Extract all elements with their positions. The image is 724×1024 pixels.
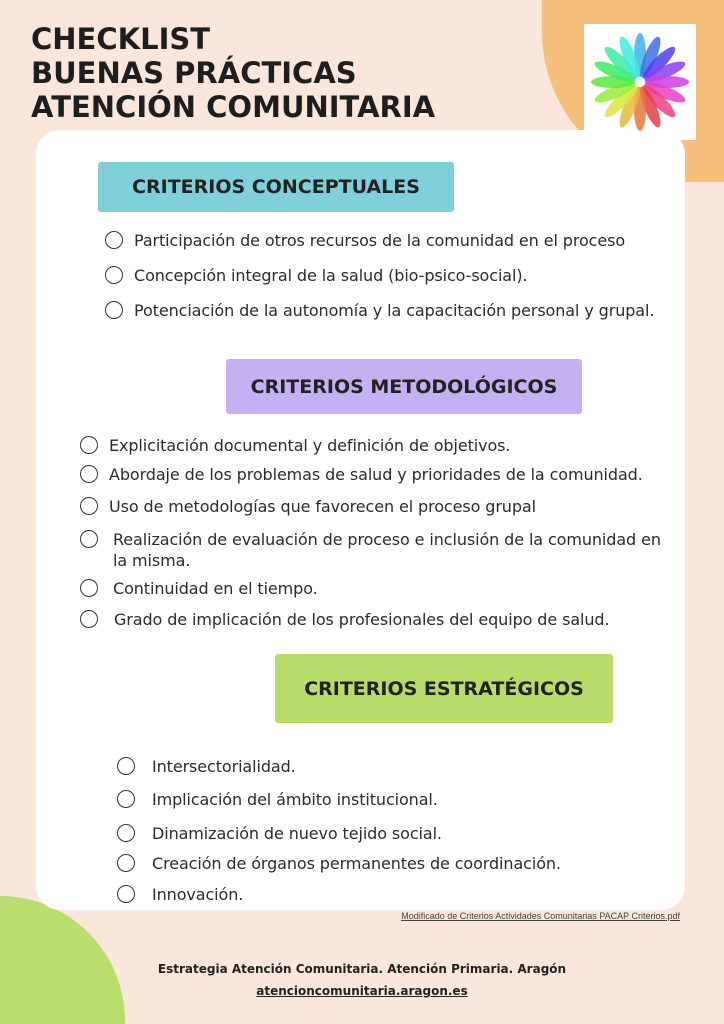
checklist-item-label: Implicación del ámbito institucional. xyxy=(152,790,438,809)
title-line: ATENCIÓN COMUNITARIA xyxy=(31,90,436,124)
checklist-item-label: Dinamización de nuevo tejido social. xyxy=(152,824,442,843)
title-line: CHECKLIST xyxy=(31,22,211,56)
checklist-item[interactable] xyxy=(117,823,442,844)
footer-website-link[interactable]: atencioncomunitaria.aragon.es xyxy=(256,984,468,998)
source-link[interactable]: Modificado de Criterios Actividades Comunitarias PACAP Criterios.pdf xyxy=(401,911,680,921)
checkbox-circle[interactable] xyxy=(105,266,123,284)
checklist-item[interactable] xyxy=(80,529,673,571)
checklist-item[interactable] xyxy=(117,853,561,874)
checkbox-circle[interactable] xyxy=(117,854,135,872)
decorative-green-corner xyxy=(0,896,125,1024)
checklist-item-label: Intersectorialidad. xyxy=(152,757,296,776)
checklist-item-label: Uso de metodologías que favorecen el proceso grupal xyxy=(109,497,536,516)
checkbox-circle[interactable] xyxy=(80,497,98,515)
checklist-card xyxy=(36,130,685,910)
checklist-item[interactable] xyxy=(80,435,510,456)
checklist-item[interactable] xyxy=(105,230,625,251)
checklist-item[interactable] xyxy=(80,464,643,485)
checklist-item-label: Concepción integral de la salud (bio-psico-social). xyxy=(134,266,528,285)
checklist-item-label: Participación de otros recursos de la comunidad en el proceso xyxy=(134,231,626,250)
footer-credit: Estrategia Atención Comunitaria. Atención Primaria. Aragón xyxy=(157,962,567,976)
checklist-item-label: Realización de evaluación de proceso e inclusión de la comunidad en la misma. xyxy=(113,530,661,570)
checkbox-circle[interactable] xyxy=(105,301,123,319)
checklist-item-label: Creación de órganos permanentes de coordinación. xyxy=(152,854,561,873)
checkbox-circle[interactable] xyxy=(105,231,123,249)
checkbox-circle[interactable] xyxy=(117,790,135,808)
page-title xyxy=(31,22,435,124)
checklist-item[interactable] xyxy=(105,265,527,286)
checkbox-circle[interactable] xyxy=(80,530,98,548)
checkbox-circle[interactable] xyxy=(117,757,135,775)
checklist-item-label: Explicitación documental y definición de objetivos. xyxy=(109,436,511,455)
logo xyxy=(584,24,696,140)
title-line: BUENAS PRÁCTICAS xyxy=(31,56,357,90)
checklist-item-label: Abordaje de los problemas de salud y prioridades de la comunidad. xyxy=(109,465,643,484)
checklist-item-label: Continuidad en el tiempo. xyxy=(113,579,318,598)
checklist-item[interactable] xyxy=(117,756,296,777)
checklist-item[interactable] xyxy=(105,300,654,321)
checklist-item-label: Potenciación de la autonomía y la capacitación personal y grupal. xyxy=(134,301,655,320)
checkbox-circle[interactable] xyxy=(117,885,135,903)
checklist-item[interactable] xyxy=(80,609,609,630)
checklist-item[interactable] xyxy=(117,884,243,905)
section-heading-conceptuales: CRITERIOS CONCEPTUALES xyxy=(98,162,454,212)
checkbox-circle[interactable] xyxy=(80,465,98,483)
checkbox-circle[interactable] xyxy=(117,824,135,842)
section-heading-metodologicos: CRITERIOS METODOLÓGICOS xyxy=(226,359,582,414)
checklist-item-label: Innovación. xyxy=(152,885,244,904)
checklist-item-label: Grado de implicación de los profesionales del equipo de salud. xyxy=(114,610,610,629)
checkbox-circle[interactable] xyxy=(80,436,98,454)
checklist-item[interactable] xyxy=(80,496,536,517)
checklist-item[interactable] xyxy=(80,578,318,599)
checkbox-circle[interactable] xyxy=(80,579,98,597)
section-heading-estrategicos: CRITERIOS ESTRATÉGICOS xyxy=(275,654,613,723)
rainbow-flower-logo-icon xyxy=(584,24,696,140)
checkbox-circle[interactable] xyxy=(80,610,98,628)
logo-center xyxy=(635,77,645,87)
checklist-item[interactable] xyxy=(117,789,438,810)
